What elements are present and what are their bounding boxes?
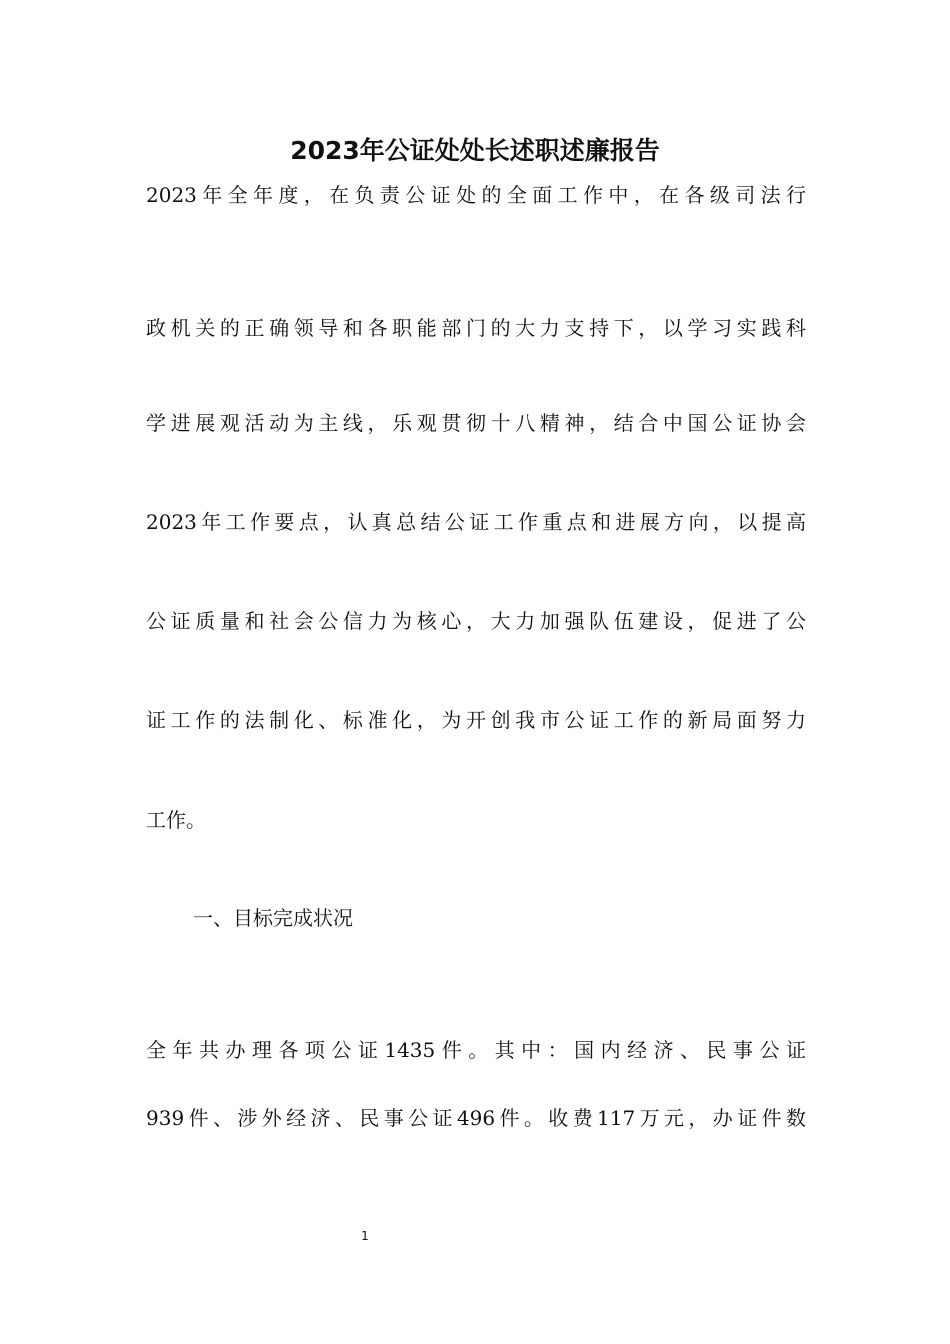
paragraph-line: 政机关的正确领导和各职能部门的大力支持下，以学习实践科 [146, 316, 806, 340]
section-heading: 一、目标完成状况 [193, 906, 353, 930]
paragraph-line: 学进展观活动为主线，乐观贯彻十八精神，结合中国公证协会 [146, 411, 806, 435]
paragraph-line: 证工作的法制化、标准化，为开创我市公证工作的新局面努力 [146, 708, 806, 732]
paragraph-line: 939件、涉外经济、民事公证496件。收费117万元，办证件数 [146, 1106, 806, 1130]
page-number: 1 [361, 1229, 369, 1243]
paragraph-line: 全年共办理各项公证1435件。其中：国内经济、民事公证 [146, 1038, 806, 1062]
paragraph-line: 工作。 [146, 808, 206, 832]
paragraph-line: 2023年工作要点，认真总结公证工作重点和进展方向，以提高 [146, 510, 806, 534]
document-title: 2023年公证处处长述职述廉报告 [290, 136, 660, 165]
paragraph-line: 公证质量和社会公信力为核心，大力加强队伍建设，促进了公 [146, 609, 806, 633]
paragraph-line: 2023年全年度，在负责公证处的全面工作中，在各级司法行 [146, 183, 806, 207]
